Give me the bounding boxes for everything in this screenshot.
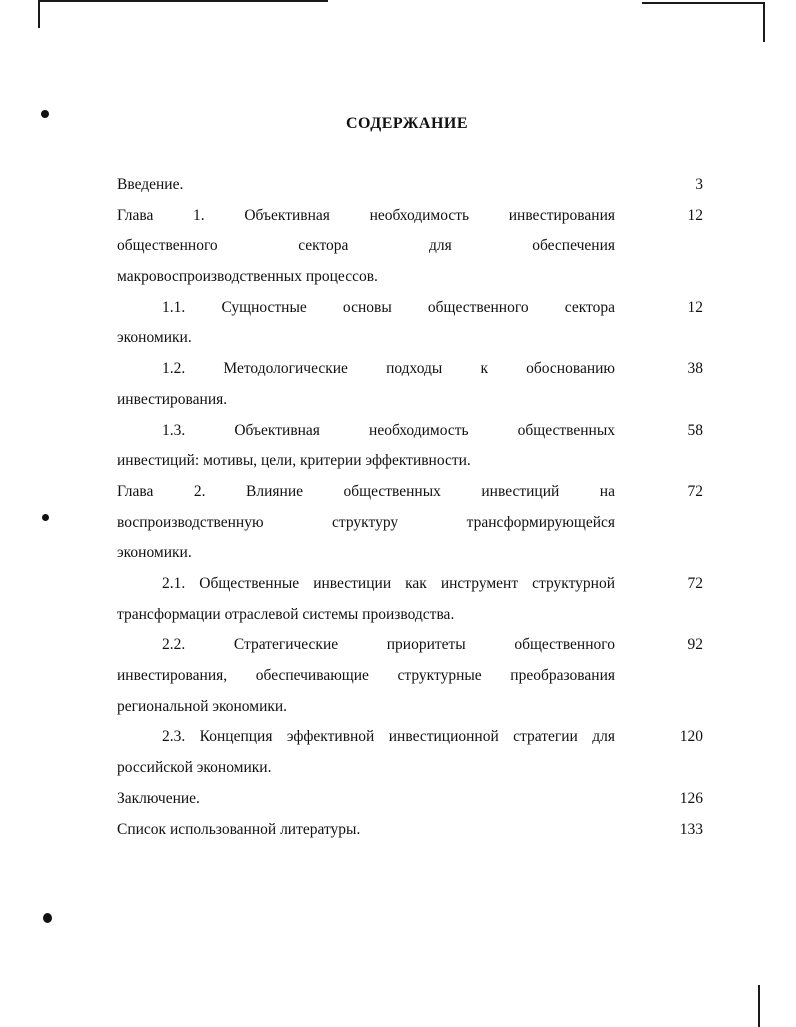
toc-line: 2.3. Концепция эффективной инвестиционной стратегии для: [162, 728, 615, 746]
toc-line: Глава 2. Влияние общественных инвестиций на: [117, 483, 615, 500]
toc-page-number: 72: [687, 575, 703, 592]
toc-page-number: 58: [687, 421, 703, 439]
toc-page-number: 3: [695, 176, 703, 193]
toc-page-number: 12: [687, 298, 703, 316]
toc-page-number: 38: [687, 360, 703, 378]
toc-line: Список использованной литературы.: [117, 820, 361, 838]
toc-line: инвестирования, обеспечивающие структурные преобразования: [117, 666, 615, 684]
toc-page-number: 120: [679, 728, 703, 746]
scan-border-top-right: [642, 2, 764, 4]
toc-line: 2.1. Общественные инвестиции как инструмент структурной: [162, 575, 615, 592]
scan-border-top-left: [38, 0, 328, 2]
toc-line: Заключение.: [117, 789, 200, 807]
toc-line: инвестиций: мотивы, цели, критерии эффективности.: [117, 452, 471, 470]
scan-border-right: [763, 2, 765, 42]
scan-border-bottom-right: [758, 985, 760, 1027]
toc-line: экономики.: [117, 544, 192, 562]
toc-page-number: 72: [687, 483, 703, 500]
punch-hole-mark-3: [43, 913, 52, 923]
toc-page-number: 12: [687, 206, 703, 224]
toc-page-number: 92: [687, 636, 703, 654]
toc-line: инвестирования.: [117, 390, 228, 408]
toc-line: 1.3. Объективная необходимость общественных: [162, 421, 615, 439]
toc-line: макровоспроизводственных процессов.: [117, 267, 378, 285]
punch-hole-mark-2: [42, 514, 49, 521]
toc-line: экономики.: [117, 329, 192, 347]
scan-border-left: [38, 0, 40, 28]
toc-page-number: 133: [679, 820, 703, 838]
page-title: СОДЕРЖАНИЕ: [345, 115, 469, 132]
toc-line: общественного сектора для обеспечения: [117, 237, 615, 255]
toc-line: воспроизводственную структуру трансформирующейся: [117, 513, 615, 531]
toc-line: региональной экономики.: [117, 697, 288, 715]
toc-page-number: 126: [679, 789, 703, 807]
toc-line: 2.2. Стратегические приоритеты общественного: [162, 636, 615, 654]
toc-line: Глава 1. Объективная необходимость инвестирования: [117, 206, 615, 224]
toc-line: трансформации отраслевой системы производства.: [117, 605, 455, 623]
toc-line: 1.1. Сущностные основы общественного сектора: [162, 298, 615, 316]
toc-line: Введение.: [117, 176, 184, 193]
toc-line: 1.2. Методологические подходы к обоснованию: [162, 360, 615, 378]
toc-line: российской экономики.: [117, 758, 272, 776]
